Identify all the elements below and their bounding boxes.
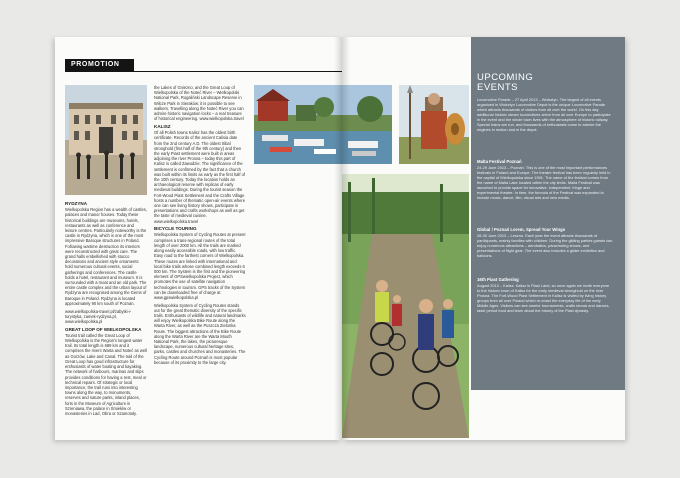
event-malta-festival	[477, 159, 613, 200]
event-2-heading: Malta Festival Poznań	[477, 159, 522, 164]
body-kalisz: Of all Polish towns Kalisz has the oldest birth certificate. Records of the ancient Calisia date from the 2nd century A.D. The oldest tribal stronghold (first half of the 9th century) and then the early Piast settlement were built in areas adjoining the river Prosna – today this part of Kalisz is called Zawodzie. The significance of the settlement is confirmed by the fact that a church was built within its limits as early as the first half of the 10th century. Today the location holds an archaeological reserve with replicas of early medieval buildings. During the tourist season the Fort-Wood Piast Settlement and the Crafts Village hosts a number of thematic open-air events where one can see living history shows, participate in presentations and crafts workshops as well as get the taste of medieval cuisine. www.wielkopolska.travel	[154, 130, 246, 224]
event-3-body: 28-30 June 2013 – Leszno. Each year the event attracts thousands of participants, mainly families with children. During the gliding parties guests can enjoy numerous attractions – aerobatics, parachuting shows, and presentations of flight gear. The event also includes a glider exhibition and balloons.	[477, 233, 613, 258]
upcoming-events-sidebar	[471, 37, 625, 390]
sidebar-title-line-2: EVENTS	[477, 82, 519, 93]
event-global-poznan	[477, 227, 613, 258]
magazine-spread	[55, 37, 625, 440]
body-cycling-routes: Wielkopolska System of Cycling Routes stands out for the great thematic diversity of the specific trails. Enthusiasts of wildlife and natural landmarks will enjoy Wielkopolska Bike Route along the Warta River, as well as the Puszcza Zielonka Route. The biggest attractions of the Bike Route along the Warta River are the Warta Mouth National Park, the lakes, the picturesque landscape, numerous cultural heritage sites, parks, castles and churches and monasteries. The Cycling Route around Poznań is most popular because of its proximity to the large city.	[154, 302, 246, 365]
heading-rydzyna: RYDZYNA	[65, 201, 88, 206]
section-label: PROMOTION	[65, 59, 134, 71]
photo-medieval-warrior	[399, 85, 469, 164]
body-great-loop: Tourist trail called the Great Loop of Wielkopolska is the Region's longest water trail. Its total length is 689 km and it comprises the rivers Warta and Noteć as well as Gorzów, Lake and Canal. The trail of the Great Loop has good infrastructure for enthusiasts of water boating and kayaking. The network of harbours, marinas and slips provides conditions for having a rest, meal or technical repairs. Of strategic or local importance, the trail runs into interesting towns along the way, to monuments, reserves and nature parks, inland places, forts in the Museum of Agriculture in Szreniawa, the palace in Śmiełów or monasteries in Lad, Obra or Szamotuły.	[65, 332, 147, 416]
left-column-1	[65, 199, 147, 419]
body-rydzyna: Wielkopolska Region has a wealth of castles, palaces and manor houses. Today these historical buildings are museums, hotels, restaurants as well as conference and leisure centres. Particularly noteworthy is the castle in Rydzyna, which is one of the most impressive Baroque structures in Poland. Following wartime destruction its interiors were reconstructed with great care. The grand halls embellished with stucco decorations and ancient style ornaments hold numerous cultural events, social gatherings and conferences. The castle holds a hotel, restaurant and museum. It is surrounded with a moat and an old park. The entire castle complex and the urban layout of Rydzyna are recognised among the Gems of Baroque in Poland. Rydzyna is located approximately 90 km south of Poznan.	[65, 207, 147, 306]
event-3-heading: Global / Poznań Lorem, Spread Your Wings	[477, 227, 566, 232]
sidebar-title	[477, 73, 533, 93]
heading-bicycle-touring: BICYCLE TOURING	[154, 226, 197, 232]
links-rydzyna: www.wielkopolska-travel.pl/zabytki-i-turystyka, zamek-rydzyna.pl, www.wielkopolska.pl	[65, 308, 132, 324]
event-1-body: Locomotive Parade – 27 April 2013 – Wolsztyn. The largest of all events organized in Wolsztyn Locomotive Depot is the unique Locomotive Parade which attracts thousands of visitors from all over the world. On this day additional historic steam locomotives arrive from all over Europe to participate in the event and the whole town lives with the atmosphere of historic railway. Special trains are run, and thousands of enthusiasts come to admire the engines in motion and in the depot.	[477, 97, 611, 132]
photo-rydzyna-castle	[65, 85, 147, 195]
event-4-body: August 2013 – Kalisz. Kalisz is Piast Land, so once again we invite everyone to the historic town of Kalisz for the early medieval stronghold on the river Prosna. The Fort-Wood Piast Settlement in Kalisz is visited by living history groups from all over Poland which re-enact the everyday life of the early Middle Ages. Visitors can see warrior tournaments, crafts shows and dances, taste period food and learn about the history of the Piast dynasty.	[477, 283, 610, 313]
event-piast-gathering	[477, 277, 613, 313]
left-page	[55, 37, 342, 440]
heading-kalisz: KALISZ	[154, 123, 171, 129]
spine-shadow	[334, 37, 350, 440]
sidebar-title-line-1: UPCOMING	[477, 72, 534, 83]
header-rule	[65, 71, 342, 72]
event-locomotive-parade	[477, 97, 613, 132]
event-2-body: 24-29 June 2013 – Poznań. This is one of the most important performances festivals in Poland and Europe. The theatre festival has been regularly held in the capital of Wielkopolska since 1991. The name of the festival comes from the name of Malta Lake located within the city limits. Malta Festival was launched to provide space for innovative, independent, fringe and experimental theatre. In time, the formula of the Festival was expanded to include music, dance, film, visual arts and new media.	[477, 165, 611, 200]
heading-great-loop: GREAT LOOP OF WIELKOPOLSKA	[65, 326, 142, 332]
photo-cyclists	[342, 174, 469, 438]
body-continued: the Lakes of Gniezno, and the Great Loop of Wielkopolska of the Noteć River – Wielkopolski National Park, Rogaliński Landscape Reserve in Wilcze Park in Sieraków; it is possible to see walkers. Travelling along the Noteć River you can admire historic navigation locks – a real treasure of historical engineering. www.wielkopolska.travel	[154, 85, 244, 122]
body-bicycle-touring: Wielkopolska System of Cycling Routes at present comprises a trans-regional routes of the total length of over 2000 km. All the trails are marked along easily accessible roads, with low traffic. Easy road to the farthest corners of Wielkopolska. These routes are linked with international and local bike trails whose combined length exceeds 6 000 km. The System is the first and the pioneering element of GPSwielkopolska Project, which promotes the use of satellite navigation technologies in tourism. GPS tracks of the System can be downloaded free of charge at www.gpswielkopolska.pl	[154, 232, 246, 300]
left-column-2	[154, 85, 246, 368]
photo-harbour	[254, 85, 342, 164]
event-4-heading: 16th Piast Gathering	[477, 277, 519, 282]
right-page	[342, 37, 625, 440]
